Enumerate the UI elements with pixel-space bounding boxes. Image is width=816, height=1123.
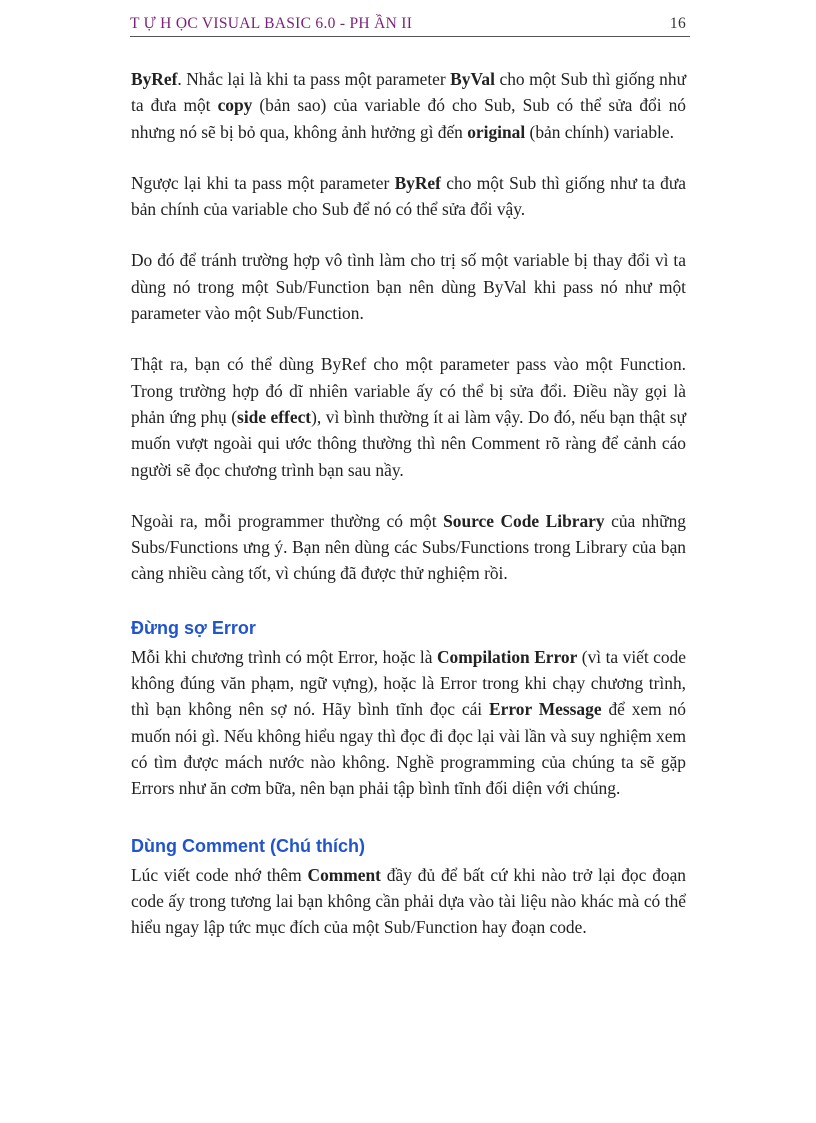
bold-term: ByVal bbox=[450, 69, 495, 89]
paragraph-comment bbox=[131, 862, 686, 941]
text-run: của những Subs/Functions ưng ý. Bạn nên dùng các Subs/Functions trong Library của bạn càng nhiều càng tốt, vì chúng đã được thử nghiệm rồi. bbox=[131, 510, 686, 584]
text-run: để xem nó muốn nói gì. Nếu không hiểu ngay thì đọc đi đọc lại vài lần và suy nghiệm xem có tìm được mách nước nào không. Nghề programming của chúng ta sẽ gặp Errors như ăn cơm bữa, nên bạn phải tập bình tĩnh đối diện với chúng. bbox=[131, 699, 687, 799]
text-run: . Nhắc lại là khi ta pass một parameter bbox=[177, 69, 451, 89]
text-run: đầy đủ để bất cứ khi nào trở lại đọc đoạn code ấy trong tương lai bạn không cần phải dựa vào tài liệu nào khác mà có thể hiểu ngay lập tức mục đích của một Sub/Function hay đoạn code. bbox=[131, 864, 686, 938]
bold-term: side effect bbox=[237, 406, 312, 427]
bold-term: Source Code Library bbox=[443, 510, 605, 531]
text-run: Ngược lại khi ta pass một parameter bbox=[131, 172, 395, 193]
bold-term: original bbox=[467, 121, 526, 142]
bold-term: Comment bbox=[307, 864, 381, 885]
running-header bbox=[130, 14, 690, 37]
text-run: Ngoài ra, mỗi programmer thường có một bbox=[131, 510, 444, 531]
text-run: ), vì bình thường ít ai làm vậy. Do đó, nếu bạn thật sự muốn vượt ngoài qui ước thông thường thì nên Comment rõ ràng để cảnh cáo người sẽ đọc chương trình bạn sau nầy. bbox=[131, 406, 686, 480]
text-run: cho một Sub thì giống như ta đưa một bbox=[131, 69, 686, 116]
text-run: (vì ta viết code không đúng văn phạm, ngữ vựng), hoặc là Error trong khi chạy chương trình, thì bạn không nên sợ nó. Hãy bình tĩnh đọc cái bbox=[131, 646, 686, 720]
text-run: (bản chính) variable. bbox=[525, 121, 674, 142]
text-run: (bản sao) của variable đó cho Sub, Sub có thể sửa đổi nó nhưng nó sẽ bị bỏ qua, không ảnh hưởng gì đến bbox=[131, 95, 686, 142]
paragraph-side-effect bbox=[131, 351, 686, 482]
paragraph-byref-original bbox=[131, 170, 686, 223]
text-run: Mỗi khi chương trình có một Error, hoặc là bbox=[131, 646, 437, 667]
text-run: Lúc viết code nhớ thêm bbox=[131, 864, 308, 885]
bold-term: ByRef bbox=[131, 69, 178, 89]
bold-term: Compilation Error bbox=[436, 646, 578, 667]
section-heading-error: Đừng sợ Error bbox=[131, 617, 256, 638]
paragraph-error bbox=[131, 644, 686, 802]
text-run: cho một Sub thì giống như ta đưa bản chính của variable cho Sub để nó có thể sửa đổi vậy. bbox=[131, 172, 686, 220]
section-heading-comment: Dùng Comment (Chú thích) bbox=[131, 835, 365, 856]
bold-term: Error Message bbox=[489, 699, 602, 720]
body-content bbox=[131, 66, 686, 965]
bold-term: copy bbox=[217, 95, 253, 116]
paragraph-byref-byval bbox=[131, 66, 686, 145]
page-number: 16 bbox=[669, 15, 686, 32]
header-title: T Ự H ỌC VISUAL BASIC 6.0 - PH ẦN II bbox=[130, 15, 413, 32]
text-run: Thật ra, bạn có thể dùng ByRef cho một parameter pass vào một Function. Trong trường hợp đó dĩ nhiên variable ấy có thể bị sửa đổi. Điều nầy gọi là phản ứng phụ ( bbox=[131, 354, 686, 427]
bold-term: ByRef bbox=[394, 172, 441, 193]
paragraph-use-byval: Do đó để tránh trường hợp vô tình làm cho trị số một variable bị thay đổi vì ta dùng nó trong một Sub/Function bạn nên dùng ByVal khi pass nó như một parameter vào một Sub/Function. bbox=[131, 250, 686, 324]
paragraph-source-library bbox=[131, 508, 686, 587]
